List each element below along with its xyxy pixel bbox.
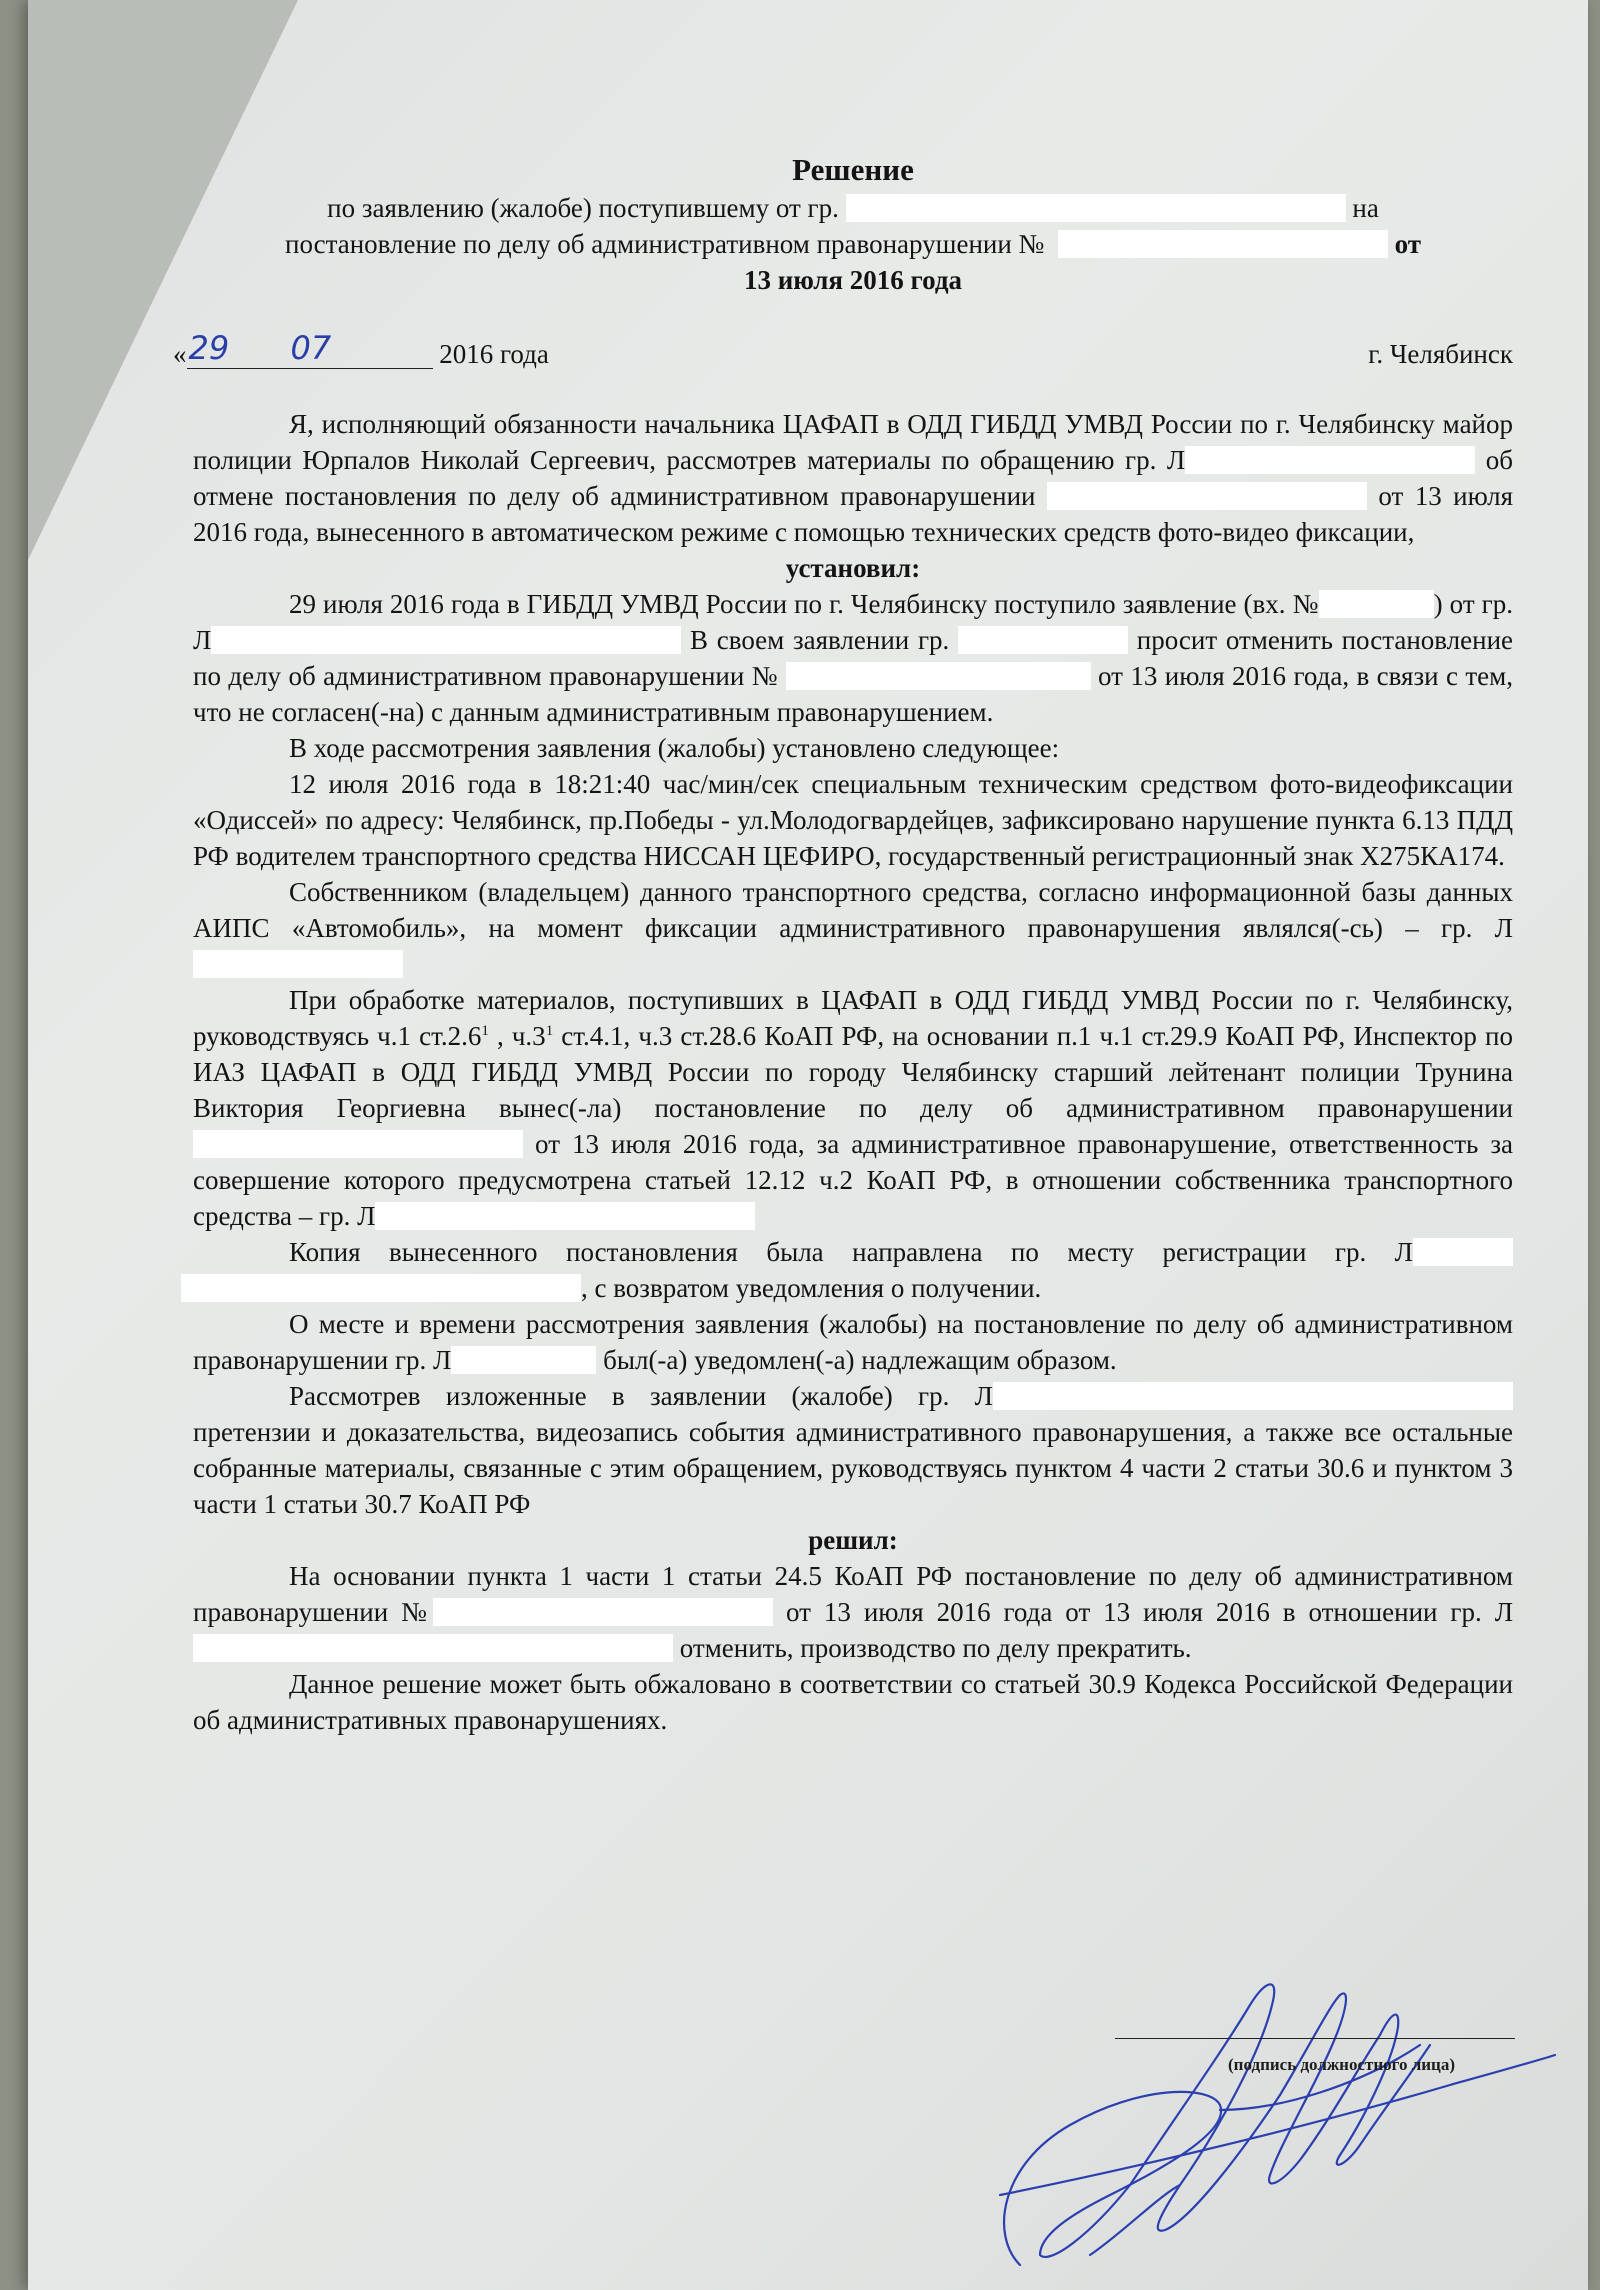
- text: В своем заявлении гр.: [690, 625, 950, 655]
- redacted-case-number: [193, 1130, 523, 1158]
- established-paragraph-2: В ходе рассмотрения заявления (жалобы) установлено следующее:: [289, 733, 1060, 763]
- redacted-case-number: [433, 1598, 773, 1626]
- redacted-case-number: [1047, 482, 1367, 510]
- text: был(-а) уведомлен(-а) надлежащим образом.: [603, 1345, 1117, 1375]
- text: претензии и доказательства, видеозапись события административного правонарушения, а также все остальные собранные материалы, связанные с этим обращением, руководствуясь пунктом 4 части 2 статьи 30.6 и пунктом 3 части 1 статьи 30.7 КоАП РФ: [193, 1417, 1513, 1519]
- text: Рассмотрев изложенные в заявлении (жалобе) гр. Л: [289, 1381, 993, 1411]
- heading-line-2: [193, 226, 1513, 262]
- redacted-case-number: [786, 662, 1091, 690]
- date-year: 2016 года: [439, 339, 549, 369]
- established-paragraph-7: [193, 1306, 1513, 1378]
- heading-text: по заявлению (жалобе) поступившему от гр.: [327, 193, 839, 223]
- text: Копия вынесенного постановления была направлена по месту регистрации гр. Л: [289, 1237, 1413, 1267]
- redacted-name: [1185, 446, 1475, 474]
- redacted-name: [846, 194, 1346, 222]
- text: от 13 июля 2016 года, за административное правонарушение, ответственность за совершение которого предусмотрена статьей 12.12 ч.2 КоАП РФ, в отношении собственника транспортного средства – гр. Л: [193, 1129, 1513, 1231]
- text: от 13 июля 2016 года, в связи с тем, что не согласен(-на) с данным административным правонарушением.: [193, 661, 1513, 727]
- established-paragraph-5: [193, 982, 1513, 1234]
- text: , ч.3: [488, 1021, 546, 1051]
- section-decided: решил:: [808, 1525, 898, 1555]
- handwritten-signature: [980, 1935, 1560, 2275]
- established-paragraph-3: 12 июля 2016 года в 18:21:40 час/мин/сек специальным техническим средством фото-видеофиксации «Одиссей» по адресу: Челябинск, пр.Победы - ул.Молодогвардейцев, зафиксировано нарушение пункта 6.13 ПДД РФ водителем транспортного средства НИССАН ЦЕФИРО, государственный регистрационный знак Х275КА174.: [193, 769, 1513, 871]
- redacted-name: [1413, 1238, 1513, 1266]
- established-paragraph-1: [193, 586, 1513, 730]
- redacted-case-number: [1058, 230, 1388, 258]
- signature-line: [1115, 2038, 1515, 2039]
- text: О месте и времени рассмотрения заявления (жалобы) на постановление по делу об административном правонарушении гр. Л: [193, 1309, 1513, 1375]
- heading-line-1: [193, 190, 1513, 226]
- redacted-name: [451, 1346, 596, 1374]
- redacted-name: [993, 1382, 1513, 1410]
- established-paragraph-6: [193, 1234, 1513, 1306]
- date-blank: [187, 329, 433, 369]
- heading-text: постановление по делу об административном правонарушении №: [285, 229, 1045, 259]
- redacted-number: [1319, 590, 1434, 618]
- decided-paragraph-1: [193, 1558, 1513, 1666]
- text: На основании пункта 1 части 1 статьи 24.5 КоАП РФ постановление по делу об административном правонарушении №: [193, 1561, 1513, 1627]
- signature-caption: (подпись должностного лица): [1228, 2055, 1456, 2074]
- redacted-name: [211, 626, 681, 654]
- redacted-address: [181, 1274, 581, 1302]
- quote-mark: «: [173, 339, 187, 369]
- superscript: 1: [545, 1023, 554, 1039]
- city: г. Челябинск: [1368, 339, 1513, 369]
- text: просит отменить постановление по делу об административном правонарушении №: [193, 625, 1514, 691]
- established-paragraph-8: [193, 1378, 1513, 1522]
- heading-text: от: [1394, 229, 1421, 259]
- redacted-name: [193, 1634, 673, 1662]
- text: ) от гр. Л: [193, 589, 1513, 655]
- superscript: 1: [481, 1023, 489, 1039]
- redacted-name: [958, 626, 1128, 654]
- section-established: установил:: [785, 553, 921, 583]
- handwritten-day: 29: [188, 329, 230, 367]
- document-body: [173, 150, 1514, 1738]
- heading-date: 13 июля 2016 года: [744, 265, 962, 295]
- text: , с возвратом уведомления о получении.: [581, 1273, 1042, 1303]
- decided-paragraph-2: Данное решение может быть обжаловано в соответствии со статьей 30.9 Кодекса Российской Федерации об административных правонарушениях.: [193, 1669, 1513, 1735]
- text: При обработке материалов, поступивших в ЦАФАП в ОДД ГИБДД УМВД России по г. Челябинску, руководствуясь ч.1 ст.2.6: [193, 985, 1513, 1051]
- text: 29 июля 2016 года в ГИБДД УМВД России по г. Челябинску поступило заявление (вх. №: [289, 589, 1319, 619]
- text: отменить, производство по делу прекратить.: [679, 1633, 1192, 1663]
- document-title: Решение: [792, 152, 914, 187]
- date-field: [173, 329, 549, 372]
- text: от 13 июля 2016 года от 13 июля 2016 в отношении гр. Л: [786, 1597, 1514, 1627]
- text: Собственником (владельцем) данного транспортного средства, согласно информационной базы данных АИПС «Автомобиль», на момент фиксации административного правонарушения являлся(-сь) – гр. Л: [193, 877, 1513, 943]
- text: ст.4.1, ч.3 ст.28.6 КоАП РФ, на основании п.1 ч.1 ст.29.9 КоАП РФ, Инспектор по ИАЗ ЦАФАП в ОДД ГИБДД УМВД России по городу Челябинску старший лейтенант полиции Трунина Виктория Георгиевна вынес(-ла) постановление по делу об административном правонарушении: [193, 1021, 1513, 1123]
- redacted-name: [193, 950, 403, 978]
- date-row: [173, 329, 1513, 372]
- text: Я, исполняющий обязанности начальника ЦАФАП в ОДД ГИБДД УМВД России по г. Челябинску майор полиции Юрпалов Николай Сергеевич, рассмотрев материалы по обращению гр. Л: [193, 409, 1513, 475]
- text: об отмене постановления по делу об административном правонарушении: [193, 445, 1513, 511]
- text: от 13 июля 2016 года, вынесенного в автоматическом режиме с помощью технических средств фото-видео фиксации,: [193, 481, 1514, 547]
- established-paragraph-4: [193, 874, 1513, 982]
- intro-paragraph: [193, 406, 1513, 550]
- redacted-name: [375, 1202, 755, 1230]
- heading-text: на: [1352, 193, 1379, 223]
- handwritten-month: 07: [290, 329, 332, 367]
